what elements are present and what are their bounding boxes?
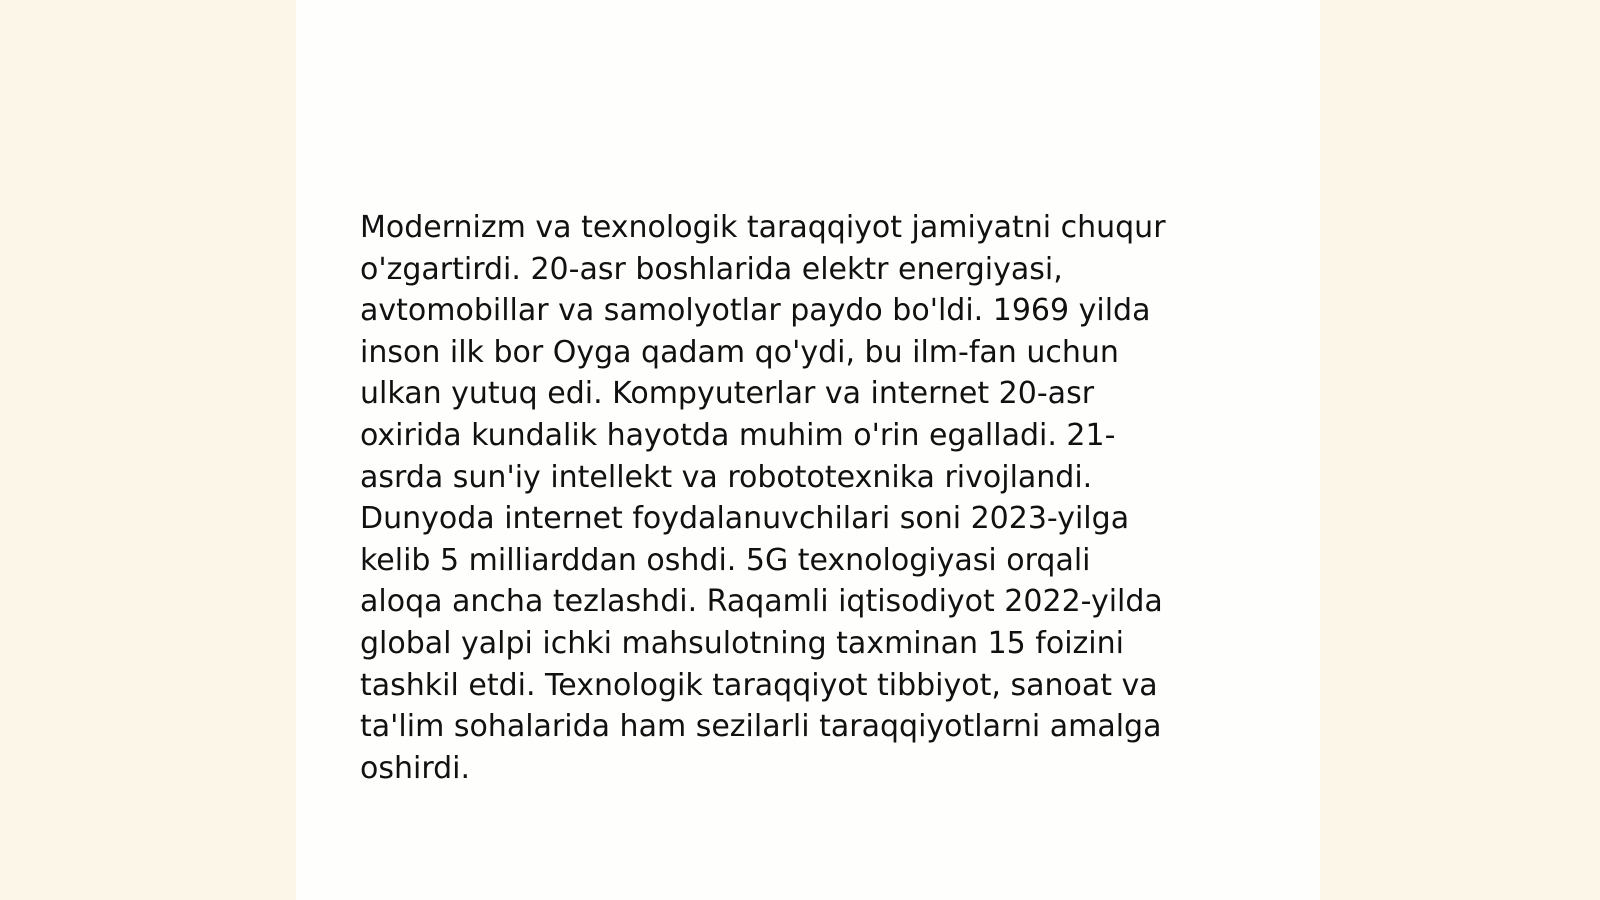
- document-page: [296, 0, 1320, 900]
- body-paragraph: Modernizm va texnologik taraqqiyot jamiyatni chuqur o'zgartirdi. 20-asr boshlarida elektr energiyasi, avtomobillar va samolyotlar paydo bo'ldi. 1969 yilda inson ilk bor Oyga qadam qo'ydi, bu ilm-fan uchun ulkan yutuq edi. Kompyuterlar va internet 20-asr oxirida kundalik hayotda muhim o'rin egalladi. 21- asrda sun'iy intellekt va robototexnika rivojlandi. Dunyoda internet foydalanuvchilari soni 2023-yilga kelib 5 milliarddan oshdi. 5G texnologiyasi orqali aloqa ancha tezlashdi. Raqamli iqtisodiyot 2022-yilda global yalpi ichki mahsulotning taxminan 15 foizini tashkil etdi. Texnologik taraqqiyot tibbiyot, sanoat va ta'lim sohalarida ham sezilarli taraqqiyotlarni amalga oshirdi.: [360, 210, 1166, 786]
